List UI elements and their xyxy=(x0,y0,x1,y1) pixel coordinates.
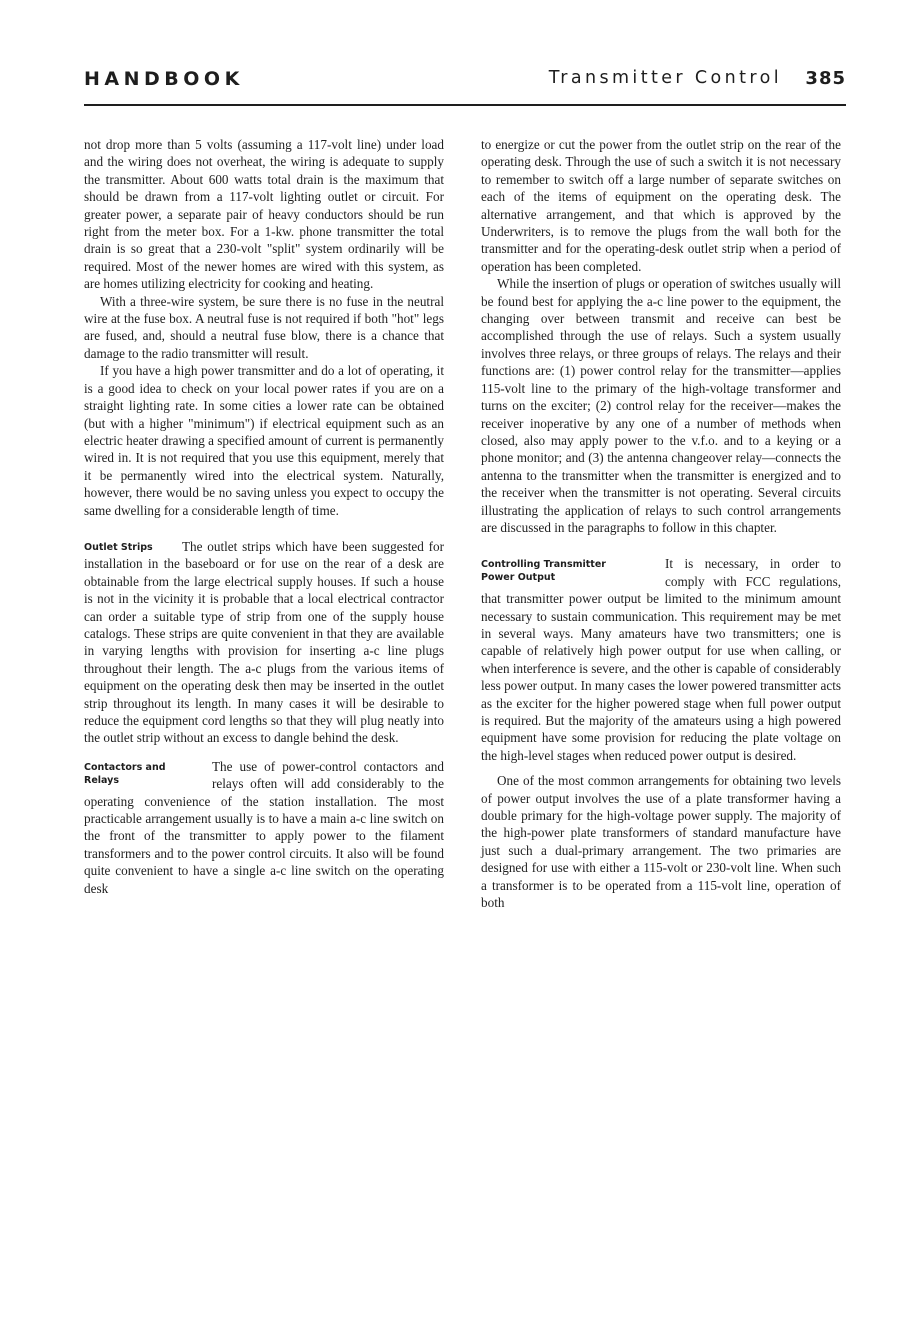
paragraph-outlet-strips: The outlet strips which have been suggested for installation in the baseboard or for use on the rear of a desk are obtainable from the large electrical supply houses. If such a house is not in the vicinity it is probable that a local electrical contractor can order a suitable type of strip from one of the supply house catalogs. These strips are quite convenient in that they are available in varying lengths with provision for inserting a-c line plugs throughout their length. The a-c plugs from the various items of equipment on the operating desk then may be inserted in the outlet strip throughout its length. In many cases it will be desirable to reduce the equipment cord lengths so that they will plug neatly into the outlet strip without an excess to dangle behind the desk. xyxy=(84,538,444,746)
page-number: 385 xyxy=(805,68,846,89)
paragraph-three-wire: With a three-wire system, be sure there is no fuse in the neutral wire at the fuse box. A neutral fuse is not required if both "hot" legs are fused, and, should a neutral fuse blow, there is a chance that damage to the radio transmitter will result. xyxy=(84,293,444,361)
run-in-heading-controlling-output xyxy=(481,555,665,584)
paragraph-relays: While the insertion of plugs or operation of switches usually will be found best for applying the a-c line power to the equipment, the changing over between transmit and receive can best be accomplished through the use of relays. Such a system usually involves three relays, or three groups of relays. The relays and their functions are: (1) power control relay for the transmitter—applies 115-volt line to the primary of the high-voltage transformer and turns on the exciter; (2) control relay for the receiver—makes the receiver inoperative by any one of a number of methods when closed, also may apply power to the v.f.o. and to a keying or a phone monitor; and (3) the antenna changeover relay—connects the antenna to the transmitter when the transmitter is energized and to the receiver when the transmitter is not operating. Several circuits illustrating the application of relays to such control arrangements are discussed in the paragraphs to follow in this chapter. xyxy=(481,276,841,535)
header-rule xyxy=(84,104,846,106)
paragraph-outlet-switch: to energize or cut the power from the outlet strip on the rear of the operating desk. Through the use of such a switch it is not necessary to remember to switch off a large number of separate switches on each of the items of equipment on the operating desk. The alternative arrangement, and that which is approved by the Underwriters, is to remove the plugs from the wall both for the transmitter and for the operating-desk outlet strip when a period of operation has been completed. xyxy=(481,137,841,274)
spacer xyxy=(481,536,841,555)
heading-line: Power Output xyxy=(481,572,556,584)
spacer xyxy=(481,764,841,772)
heading-line: Outlet Strips xyxy=(84,541,153,553)
spacer xyxy=(84,519,444,538)
running-header xyxy=(84,68,846,98)
heading-line: Controlling Transmitter xyxy=(481,559,606,571)
spacer xyxy=(84,747,444,758)
left-column xyxy=(84,136,444,897)
paragraph-controlling-output: It is necessary, in order to comply with FCC regulations, that transmitter power output be limited to the minimum amount necessary to sustain communication. This requirement may be met in several ways. Many amateurs have two transmitters; one is capable of relatively high power output for use when calling, or when interference is severe, and the other is capable of considerably less power output. In many cases the lower powered transmitter acts as the exciter for the higher powered stage when full power output is required. But the majority of the amateurs using a high powered equipment have some provision for reducing the plate voltage on the high-level stages when reduced power output is desired. xyxy=(481,556,841,763)
heading-line: Contactors and xyxy=(84,761,166,773)
paragraph-contactors: The use of power-control contactors and relays often will add considerably to the operating convenience of the station installation. The most practicable arrangement usually is to have a main a-c line switch on the front of the transmitter to apply power to the filament transformers and to the power control circuits. It also will be found quite convenient to have a single a-c line switch on the operating desk xyxy=(84,758,444,896)
run-in-heading-contactors xyxy=(84,758,212,787)
heading-line: Relays xyxy=(84,774,119,786)
run-in-heading-outlet-strips xyxy=(84,538,182,554)
paragraph-dual-primary: One of the most common arrangements for obtaining two levels of power output involves the use of a plate transformer having a double primary for the high-voltage power supply. The majority of the high-power plate transformers of standard manufacture have just such a dual-primary arrangement. The two primaries are designed for use with either a 115-volt or 230-volt line. When such a transformer is to be operated from a 115-volt line, operation of both xyxy=(481,773,841,911)
section-title: Transmitter Control xyxy=(548,68,782,88)
right-column xyxy=(481,136,841,911)
paragraph-power-rates: If you have a high power transmitter and do a lot of operating, it is a good idea to check on your local power rates if you are on a straight lighting rate. In some cities a lower rate can be obtained (but with a higher "minimum") if electrical equipment such as an electric heater drawing a specified amount of current is permanently wired in. It is not required that you use this equipment, merely that it be permanently wired into the electrical system. Naturally, however, there would be no saving unless you expect to occupy the same dwelling for a considerable length of time. xyxy=(84,363,444,518)
paragraph-power-drain: not drop more than 5 volts (assuming a 117-volt line) under load and the wiring does not overheat, the wiring is adequate to supply the transmitter. About 600 watts total drain is the maximum that should be drawn from a 117-volt lighting outlet or circuit. For greater power, a separate pair of heavy conductors should be run right from the meter box. For a 1-kw. phone transmitter the total drain is so great that a 230-volt "split" system ordinarily will be required. Most of the newer homes are wired with this system, as are homes utilizing electricity for cooking and heating. xyxy=(84,137,444,292)
book-title: HANDBOOK xyxy=(84,68,244,90)
